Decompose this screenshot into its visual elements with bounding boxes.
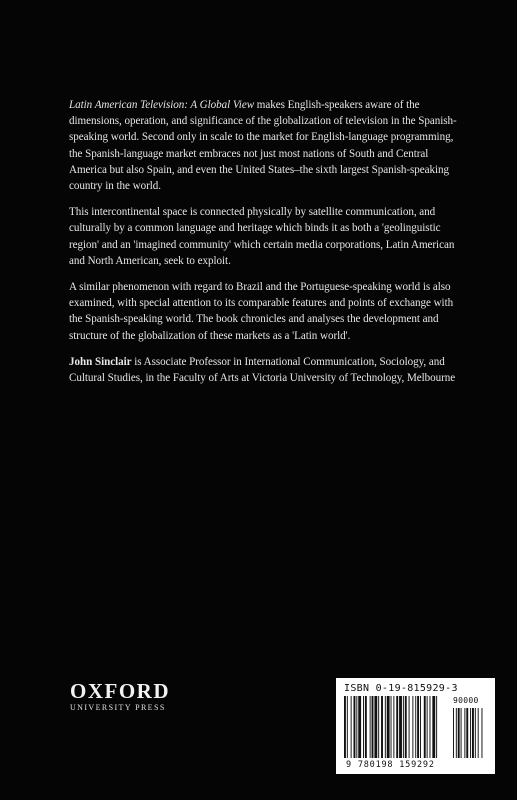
barcode-stripe [412,696,413,758]
author-bio [69,354,459,386]
barcode-stripe [387,696,390,758]
barcode-addon-stripe [456,708,457,758]
barcode-stripe [415,696,416,758]
barcode-stripe [365,696,367,758]
barcode-stripe [363,696,364,758]
barcode-stripe [409,696,410,758]
barcode-addon-stripe [475,708,476,758]
barcode-addon-stripe [478,708,479,758]
author-bio-text: is Associate Professor in International Communication, Sociology, and Cultural Studies, in the Faculty of Arts at Victoria University of Technology, Melbourne [69,355,456,385]
isbn-label: ISBN 0-19-815929-3 [344,683,458,694]
barcode-stripe [374,696,377,758]
barcode-stripe [354,696,356,758]
barcode-stripe [393,696,394,758]
barcode [336,678,495,774]
barcode-addon-stripe [464,708,465,758]
barcode-stripe [405,696,407,758]
barcode-addon-stripe [461,708,462,758]
barcode-stripe [430,696,431,758]
barcode-addon-number: 90000 [453,696,479,705]
barcode-stripe [420,696,421,758]
publisher-logo [70,680,210,712]
barcode-stripe [344,696,346,758]
author-name: John Sinclair [69,355,132,368]
barcode-addon-stripe [482,708,483,758]
barcode-stripe [347,696,348,758]
barcode-stripe [385,696,386,758]
publisher-name: OXFORD [70,679,170,703]
barcode-stripe [427,696,428,758]
barcode-stripe [358,696,361,758]
blurb-paragraph-3: A similar phenomenon with regard to Brazil and the Portuguese-speaking world is also examined, with special attention to its comparable features and points of exchange with the Spanish-speaking world. The book chronicles and analyses the development and structure of the globalization of these markets as a 'Latin world'. [69,281,454,342]
barcode-addon-stripe [472,708,474,758]
blurb-text [69,97,459,396]
book-title: Latin American Television: A Global View [69,99,255,111]
barcode-stripe [417,696,419,758]
barcode-stripe [432,696,435,758]
barcode-stripe [370,696,371,758]
barcode-stripe [351,696,352,758]
barcode-stripe [436,696,437,758]
barcode-stripe [391,696,392,758]
barcode-stripe [356,696,357,758]
publisher-subtitle: UNIVERSITY PRESS [70,703,166,712]
blurb-paragraph-1 [69,97,459,194]
barcode-addon-stripe [466,708,468,758]
barcode-stripe [396,696,398,758]
barcode-stripe [378,696,379,758]
barcode-stripe [399,696,402,758]
barcode-stripe [372,696,374,758]
barcode-stripe [424,696,426,758]
blurb-paragraph-2: This intercontinental space is connected physically by satellite communication, and culturally by a common language and heritage which binds it as both a 'geolinguistic region' and an 'imagined community' which certain media corporations, Latin American and North American, seek to exploit. [69,206,455,267]
barcode-number: 9 780198 159292 [346,760,435,770]
barcode-stripe [381,696,383,758]
blurb-paragraph-1-text: makes English-speakers aware of the dimensions, operation, and significance of the globalization of television in the Spanish-speaking world. Second only in scale to the market for English-language programming, the Spanish-language market embraces not just most nations of South and Central America but also Spain, and even the United States–the sixth largest Spanish-speaking country in the world. [69,99,457,193]
barcode-addon-stripe [470,708,471,758]
barcode-addon-stripe [453,708,454,758]
barcode-stripe [403,696,404,758]
barcode-addon-stripe [458,708,460,758]
